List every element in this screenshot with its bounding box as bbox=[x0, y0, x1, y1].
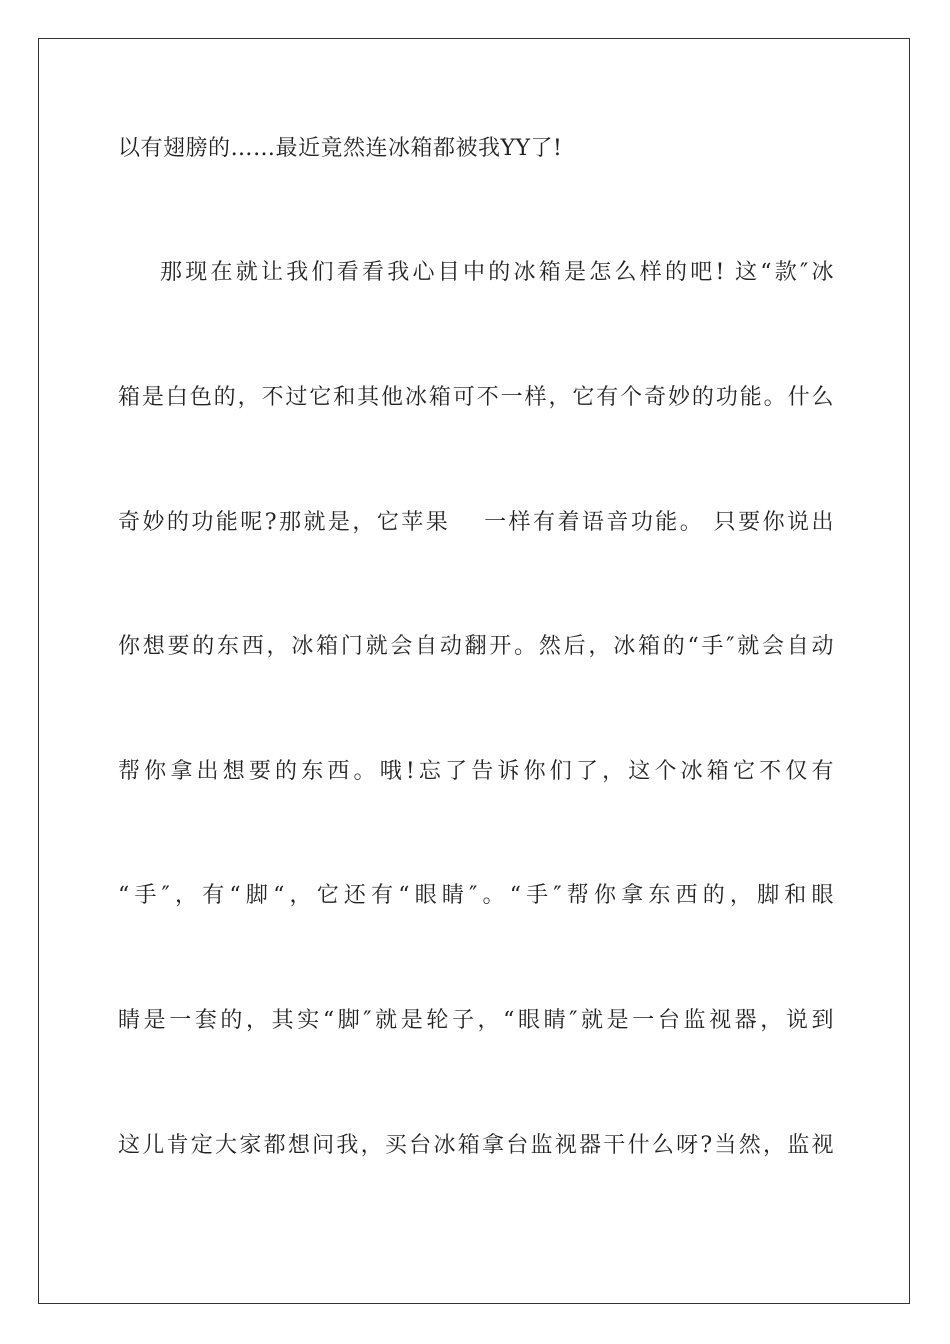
text-line-7: “手″，有“脚“，它还有“眼睛″。“手″帮你拿东西的，脚和眼 bbox=[118, 883, 834, 908]
text-line-3: 箱是白色的，不过它和其他冰箱可不一样，它有个奇妙的功能。什么 bbox=[118, 385, 834, 410]
text-line-4: 奇妙的功能呢?那就是，它苹果 一样有着语音功能。 只要你说出 bbox=[118, 510, 834, 535]
text-line-6: 帮你拿出想要的东西。哦!忘了告诉你们了，这个冰箱它不仅有 bbox=[118, 759, 834, 784]
text-line-2: 那现在就让我们看看我心目中的冰箱是怎么样的吧! 这“款″冰 bbox=[160, 260, 834, 285]
text-line-8: 睛是一套的，其实“脚″就是轮子，“眼睛″就是一台监视器，说到 bbox=[118, 1008, 834, 1033]
page-border bbox=[38, 38, 910, 1304]
text-line-5: 你想要的东西，冰箱门就会自动翻开。然后，冰箱的“手″就会自动 bbox=[118, 634, 834, 659]
text-line-9: 这儿肯定大家都想问我，买台冰箱拿台监视器干什么呀?当然，监视 bbox=[118, 1133, 834, 1158]
text-line-1: 以有翅膀的……最近竟然连冰箱都被我YY了! bbox=[118, 136, 563, 161]
